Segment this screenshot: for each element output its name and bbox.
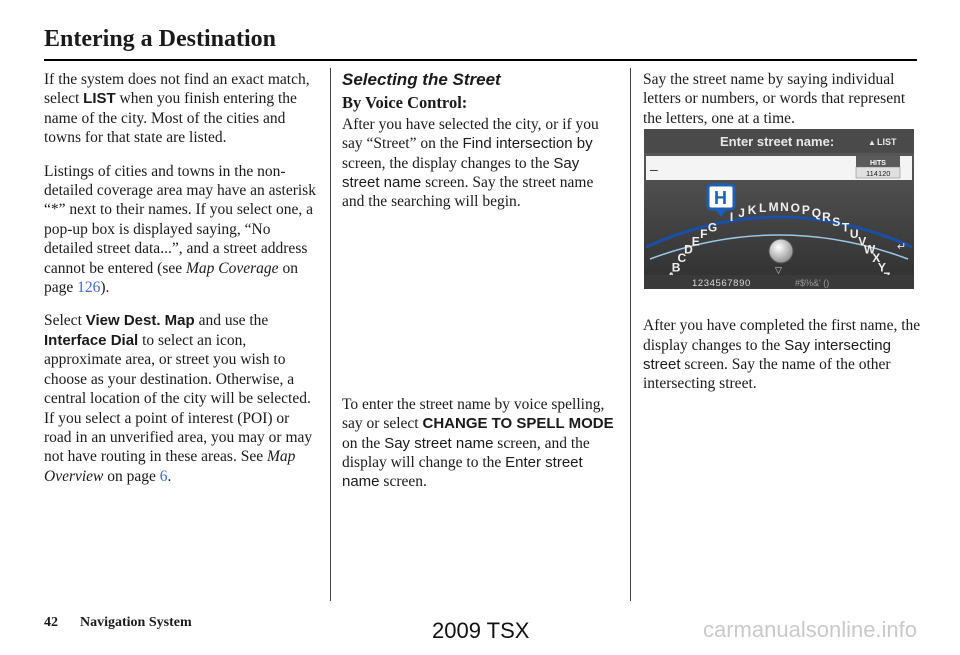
letter-key-j[interactable]: J — [738, 206, 745, 221]
section-title: Selecting the Street — [342, 70, 501, 89]
ui-term-say-street-name: Say street name — [342, 154, 580, 192]
column-divider-right — [630, 68, 631, 601]
letter-key-i[interactable]: I — [729, 210, 734, 224]
down-arrow-icon: ▽ — [775, 265, 782, 275]
symbol-row: #$%&' () — [795, 278, 830, 288]
letter-key-s[interactable]: S — [832, 214, 841, 229]
title-rule — [44, 59, 917, 61]
letter-key-c[interactable]: C — [677, 251, 687, 266]
letter-key-p[interactable]: P — [801, 203, 810, 218]
letter-key-x[interactable]: X — [872, 251, 881, 266]
letter-key-o[interactable]: O — [790, 201, 800, 216]
letter-key-r[interactable]: R — [822, 210, 831, 224]
enter-key-icon[interactable]: ↵ — [897, 241, 907, 253]
letter-key-u[interactable]: U — [849, 227, 859, 242]
column-divider-left — [330, 68, 331, 601]
ui-term-enter-street-name: Enter street name — [342, 454, 583, 491]
ui-term-list: LIST — [83, 90, 116, 108]
paragraph-intersecting: After you have completed the first name, the display changes to the Say intersecting street screen. Say the name of the other intersecting street. — [643, 317, 921, 393]
subheading: By Voice Control: — [342, 93, 468, 113]
letter-key-q[interactable]: Q — [811, 206, 822, 221]
screen-header-text: Enter street name: — [720, 134, 835, 149]
letter-key-d[interactable]: D — [684, 242, 693, 257]
column-2 — [342, 70, 618, 506]
ui-term-say-intersecting-street: Say intersecting street — [643, 336, 891, 374]
letter-key-m[interactable]: M — [768, 200, 779, 215]
ui-term-view-dest-map: View Dest. Map — [85, 312, 195, 330]
ref-map-coverage: Map Coverage — [186, 259, 279, 277]
paragraph-voice-control: After you have selected the city, or if you say “Street” on the Find intersection by screen, the display changes to the Say street name screen. Say the street name and the searching will begin. — [342, 115, 599, 211]
number-bar — [644, 275, 914, 289]
hits-label: HITS — [870, 160, 886, 167]
column-1 — [44, 70, 316, 500]
letter-key-b[interactable]: B — [671, 260, 681, 275]
letter-key-y[interactable]: Y — [877, 260, 886, 275]
watermark-site: carmanualsonline.info — [703, 617, 918, 642]
ui-term-change-to-spell-mode: CHANGE TO SPELL MODE — [422, 415, 614, 433]
list-arrow-icon[interactable]: ▲ — [868, 138, 876, 147]
letter-key-n[interactable]: N — [780, 200, 789, 215]
letter-key-l[interactable]: L — [759, 201, 767, 216]
letter-key-e[interactable]: E — [691, 234, 700, 249]
letter-key-f[interactable]: F — [700, 227, 708, 242]
page-link-6[interactable]: 6 — [159, 467, 168, 485]
hits-value: 114120 — [866, 169, 891, 178]
screen-input-cursor: – — [650, 161, 658, 177]
paragraph-list: If the system does not find an exact match, select LIST when you finish entering the name of the city. Most of the cities and towns for that state are listed. — [44, 71, 310, 147]
ui-term-find-intersection: Find intersection by — [462, 135, 593, 153]
selected-letter: H — [714, 188, 727, 208]
ui-term-interface-dial: Interface Dial — [44, 331, 139, 349]
paragraph-spell-mode: To enter the street name by voice spelling, say or select CHANGE TO SPELL MODE on the Say street name screen, and the display will change to the Enter street name screen. — [342, 395, 614, 491]
ref-map-overview: Map Overview — [44, 448, 296, 485]
paragraph-view-dest-map: Select View Dest. Map and use the Interface Dial to select an icon, approximate area, or street you wish to choose as your destination. Otherwise, a central location of the city will be selected. If you select a point of interest (POI) or road in an unverified area, you may or may not have routing in these areas. See Map Overview on page 6. — [44, 312, 313, 485]
letter-key-k[interactable]: K — [747, 203, 757, 218]
page-link-126[interactable]: 126 — [77, 279, 101, 297]
letter-key-g[interactable]: G — [707, 220, 718, 235]
page-title: Entering a Destination — [44, 26, 277, 52]
paragraph-non-detailed: Listings of cities and towns in the non-detailed coverage area may have an asterisk “*” next to their names. If you select one, a pop-up box is displayed saying, “No detailed street data...”, and a street address cannot be entered (see Map Coverage on page 126). — [44, 162, 316, 297]
number-row[interactable]: 1234567890 — [692, 278, 751, 289]
letter-key-v[interactable]: V — [858, 234, 867, 249]
interface-dial-knob[interactable] — [769, 239, 793, 263]
letter-key-w[interactable]: W — [863, 242, 876, 257]
paragraph-spell-letters: Say the street name by saying individual letters or numbers, or words that represent the letters, one at a time. — [643, 71, 906, 127]
page-number: 42 — [44, 615, 58, 630]
footer-section: Navigation System — [80, 615, 192, 630]
screen-list-button[interactable]: LIST — [877, 137, 897, 147]
letter-key-t[interactable]: T — [841, 220, 850, 235]
nav-screen-image — [644, 129, 914, 289]
watermark-model: 2009 TSX — [432, 618, 530, 643]
ui-term-say-street-name-2: Say street name — [384, 434, 494, 452]
